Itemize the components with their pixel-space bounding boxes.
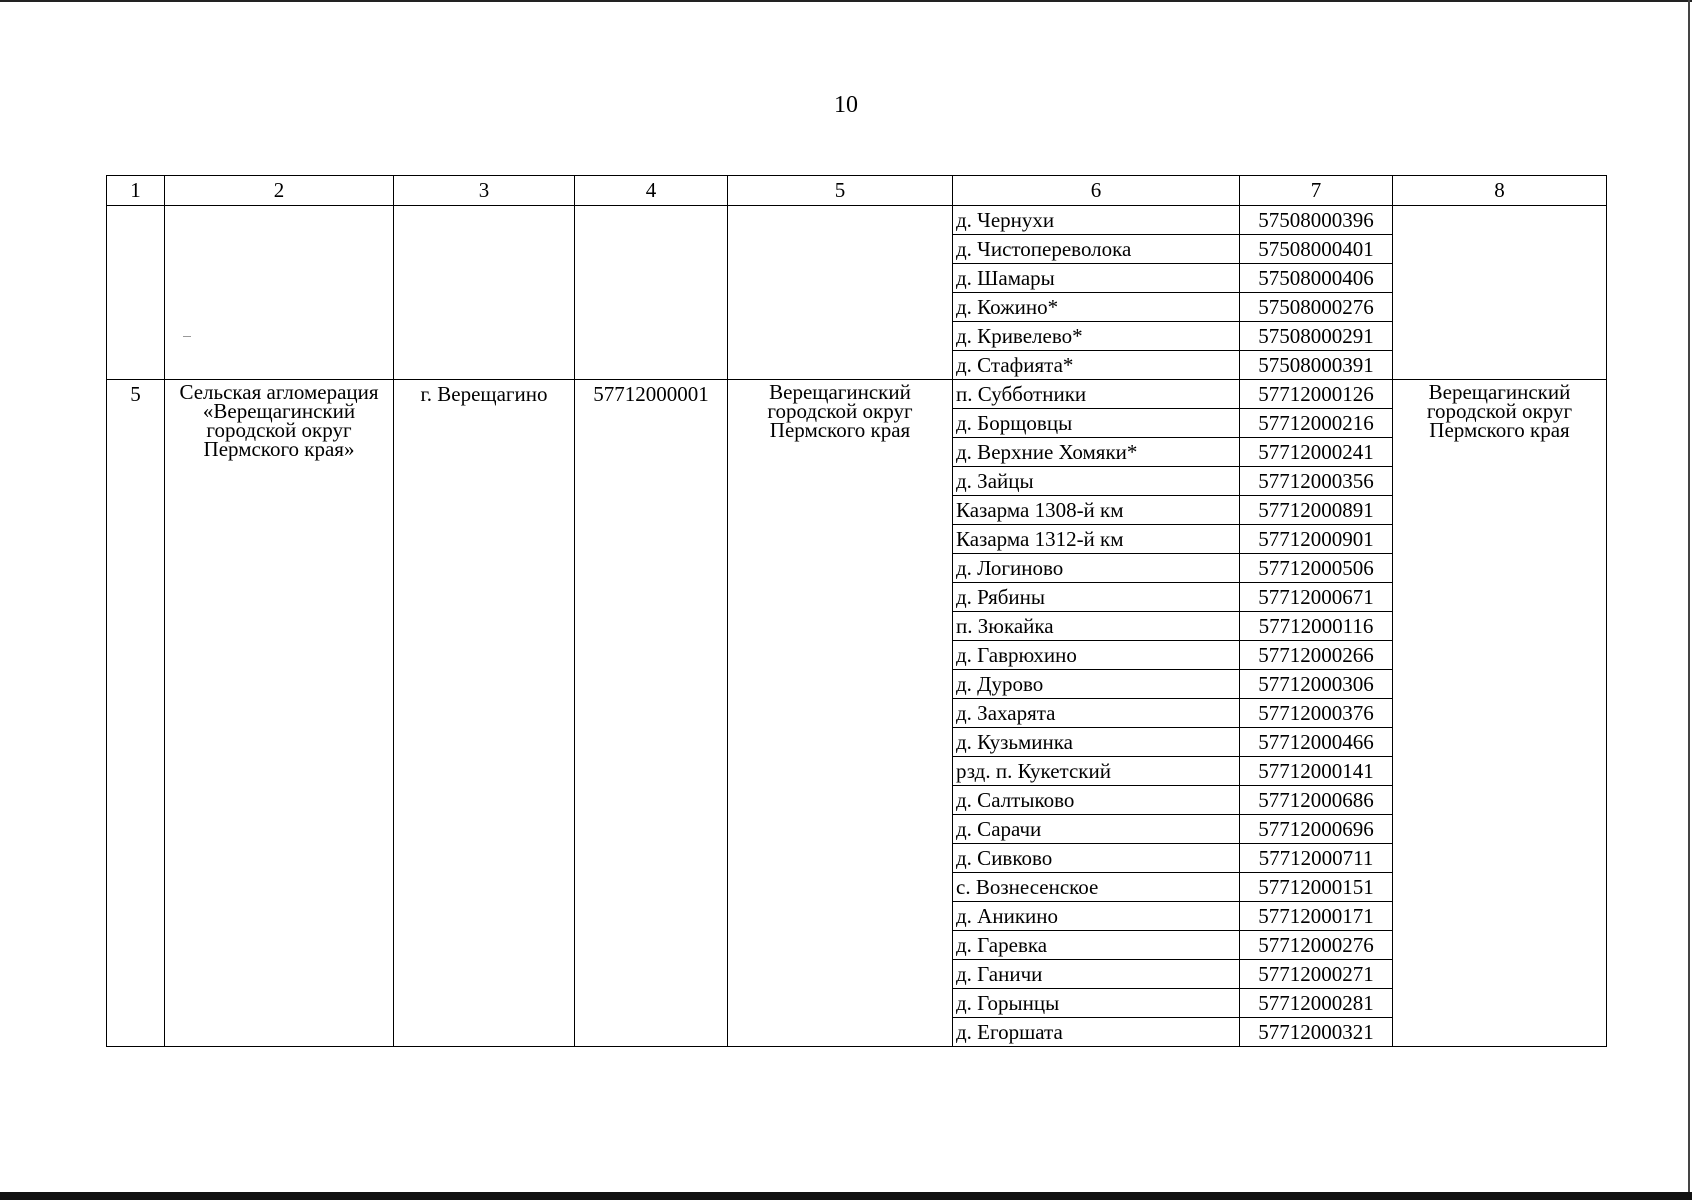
settlement-cell: д. Борщовцы xyxy=(953,409,1240,438)
code-cell: 57508000276 xyxy=(1240,293,1393,322)
code-cell: 57712000891 xyxy=(1240,496,1393,525)
blank-cell-col-2 xyxy=(165,206,394,380)
settlement-cell: д. Ганичи xyxy=(953,960,1240,989)
code-cell: 57508000396 xyxy=(1240,206,1393,235)
code-cell: 57712000126 xyxy=(1240,380,1393,409)
settlement-cell: д. Рябины xyxy=(953,583,1240,612)
page-number: 10 xyxy=(834,92,858,118)
blank-cell-col-1 xyxy=(107,206,165,380)
header-col-4: 4 xyxy=(575,176,728,206)
settlement-cell: д. Гаврюхино xyxy=(953,641,1240,670)
settlement-cell: д. Аникино xyxy=(953,902,1240,931)
header-col-3: 3 xyxy=(394,176,575,206)
municipality-name: Верещагинский городской округ Пермского края xyxy=(728,380,953,1047)
municipality-col8: Верещагинский городской округ Пермского края xyxy=(1393,380,1607,1047)
code-cell: 57712000276 xyxy=(1240,931,1393,960)
code-cell: 57712000671 xyxy=(1240,583,1393,612)
blank-cell-col-4 xyxy=(575,206,728,380)
code-cell: 57712000356 xyxy=(1240,467,1393,496)
blank-cell-col-5 xyxy=(728,206,953,380)
code-cell: 57712000686 xyxy=(1240,786,1393,815)
header-col-2: 2 xyxy=(165,176,394,206)
code-cell: 57712000266 xyxy=(1240,641,1393,670)
settlement-cell: д. Логиново xyxy=(953,554,1240,583)
code-cell: 57712000321 xyxy=(1240,1018,1393,1047)
settlement-cell: д. Сивково xyxy=(953,844,1240,873)
settlement-cell: д. Кузьминка xyxy=(953,728,1240,757)
settlement-cell: Казарма 1312-й км xyxy=(953,525,1240,554)
code-cell: 57712000241 xyxy=(1240,438,1393,467)
settlement-cell: д. Чистопереволока xyxy=(953,235,1240,264)
settlement-cell: д. Захарята xyxy=(953,699,1240,728)
header-col-6: 6 xyxy=(953,176,1240,206)
code-cell: 57712000141 xyxy=(1240,757,1393,786)
settlement-cell: д. Зайцы xyxy=(953,467,1240,496)
code-cell: 57508000401 xyxy=(1240,235,1393,264)
code-cell: 57712000151 xyxy=(1240,873,1393,902)
settlement-cell: Казарма 1308-й км xyxy=(953,496,1240,525)
code-cell: 57712000696 xyxy=(1240,815,1393,844)
table-row xyxy=(107,380,1607,409)
code-cell: 57712000376 xyxy=(1240,699,1393,728)
header-col-1: 1 xyxy=(107,176,165,206)
code-cell: 57712000901 xyxy=(1240,525,1393,554)
settlement-cell: д. Гаревка xyxy=(953,931,1240,960)
center-name: г. Верещагино xyxy=(394,380,575,1047)
agglomeration-name: Сельская агломерация «Верещагинский городской округ Пермского края» xyxy=(165,380,394,1047)
code-cell: 57712000306 xyxy=(1240,670,1393,699)
code-cell: 57508000391 xyxy=(1240,351,1393,380)
center-code: 57712000001 xyxy=(575,380,728,1047)
code-cell: 57712000711 xyxy=(1240,844,1393,873)
table-body xyxy=(107,176,1607,1047)
settlement-cell: д. Кожино* xyxy=(953,293,1240,322)
code-cell: 57712000506 xyxy=(1240,554,1393,583)
blank-cell-col-3 xyxy=(394,206,575,380)
code-cell: 57508000291 xyxy=(1240,322,1393,351)
code-cell: 57712000216 xyxy=(1240,409,1393,438)
page-top-edge xyxy=(0,0,1692,2)
table-header-row xyxy=(107,176,1607,206)
scan-mark xyxy=(183,336,191,337)
page-bottom-edge xyxy=(0,1192,1692,1200)
settlement-cell: д. Верхние Хомяки* xyxy=(953,438,1240,467)
settlement-cell: п. Зюкайка xyxy=(953,612,1240,641)
code-cell: 57712000271 xyxy=(1240,960,1393,989)
header-col-8: 8 xyxy=(1393,176,1607,206)
code-cell: 57508000406 xyxy=(1240,264,1393,293)
settlement-cell: с. Вознесенское xyxy=(953,873,1240,902)
settlement-cell: д. Шамары xyxy=(953,264,1240,293)
settlement-cell: д. Егоршата xyxy=(953,1018,1240,1047)
settlement-cell: д. Сарачи xyxy=(953,815,1240,844)
settlement-cell: п. Субботники xyxy=(953,380,1240,409)
settlement-cell: д. Дурово xyxy=(953,670,1240,699)
table-row xyxy=(107,206,1607,235)
settlement-cell: рзд. п. Кукетский xyxy=(953,757,1240,786)
code-cell: 57712000281 xyxy=(1240,989,1393,1018)
blank-cell-col-8 xyxy=(1393,206,1607,380)
settlement-cell: д. Чернухи xyxy=(953,206,1240,235)
settlement-cell: д. Салтыково xyxy=(953,786,1240,815)
header-col-5: 5 xyxy=(728,176,953,206)
settlement-cell: д. Кривелево* xyxy=(953,322,1240,351)
settlement-cell: д. Стафията* xyxy=(953,351,1240,380)
header-col-7: 7 xyxy=(1240,176,1393,206)
settlements-table xyxy=(106,175,1607,1047)
settlement-cell: д. Горынцы xyxy=(953,989,1240,1018)
code-cell: 57712000466 xyxy=(1240,728,1393,757)
group-number: 5 xyxy=(107,380,165,1047)
code-cell: 57712000116 xyxy=(1240,612,1393,641)
page-right-edge xyxy=(1688,0,1690,1192)
code-cell: 57712000171 xyxy=(1240,902,1393,931)
